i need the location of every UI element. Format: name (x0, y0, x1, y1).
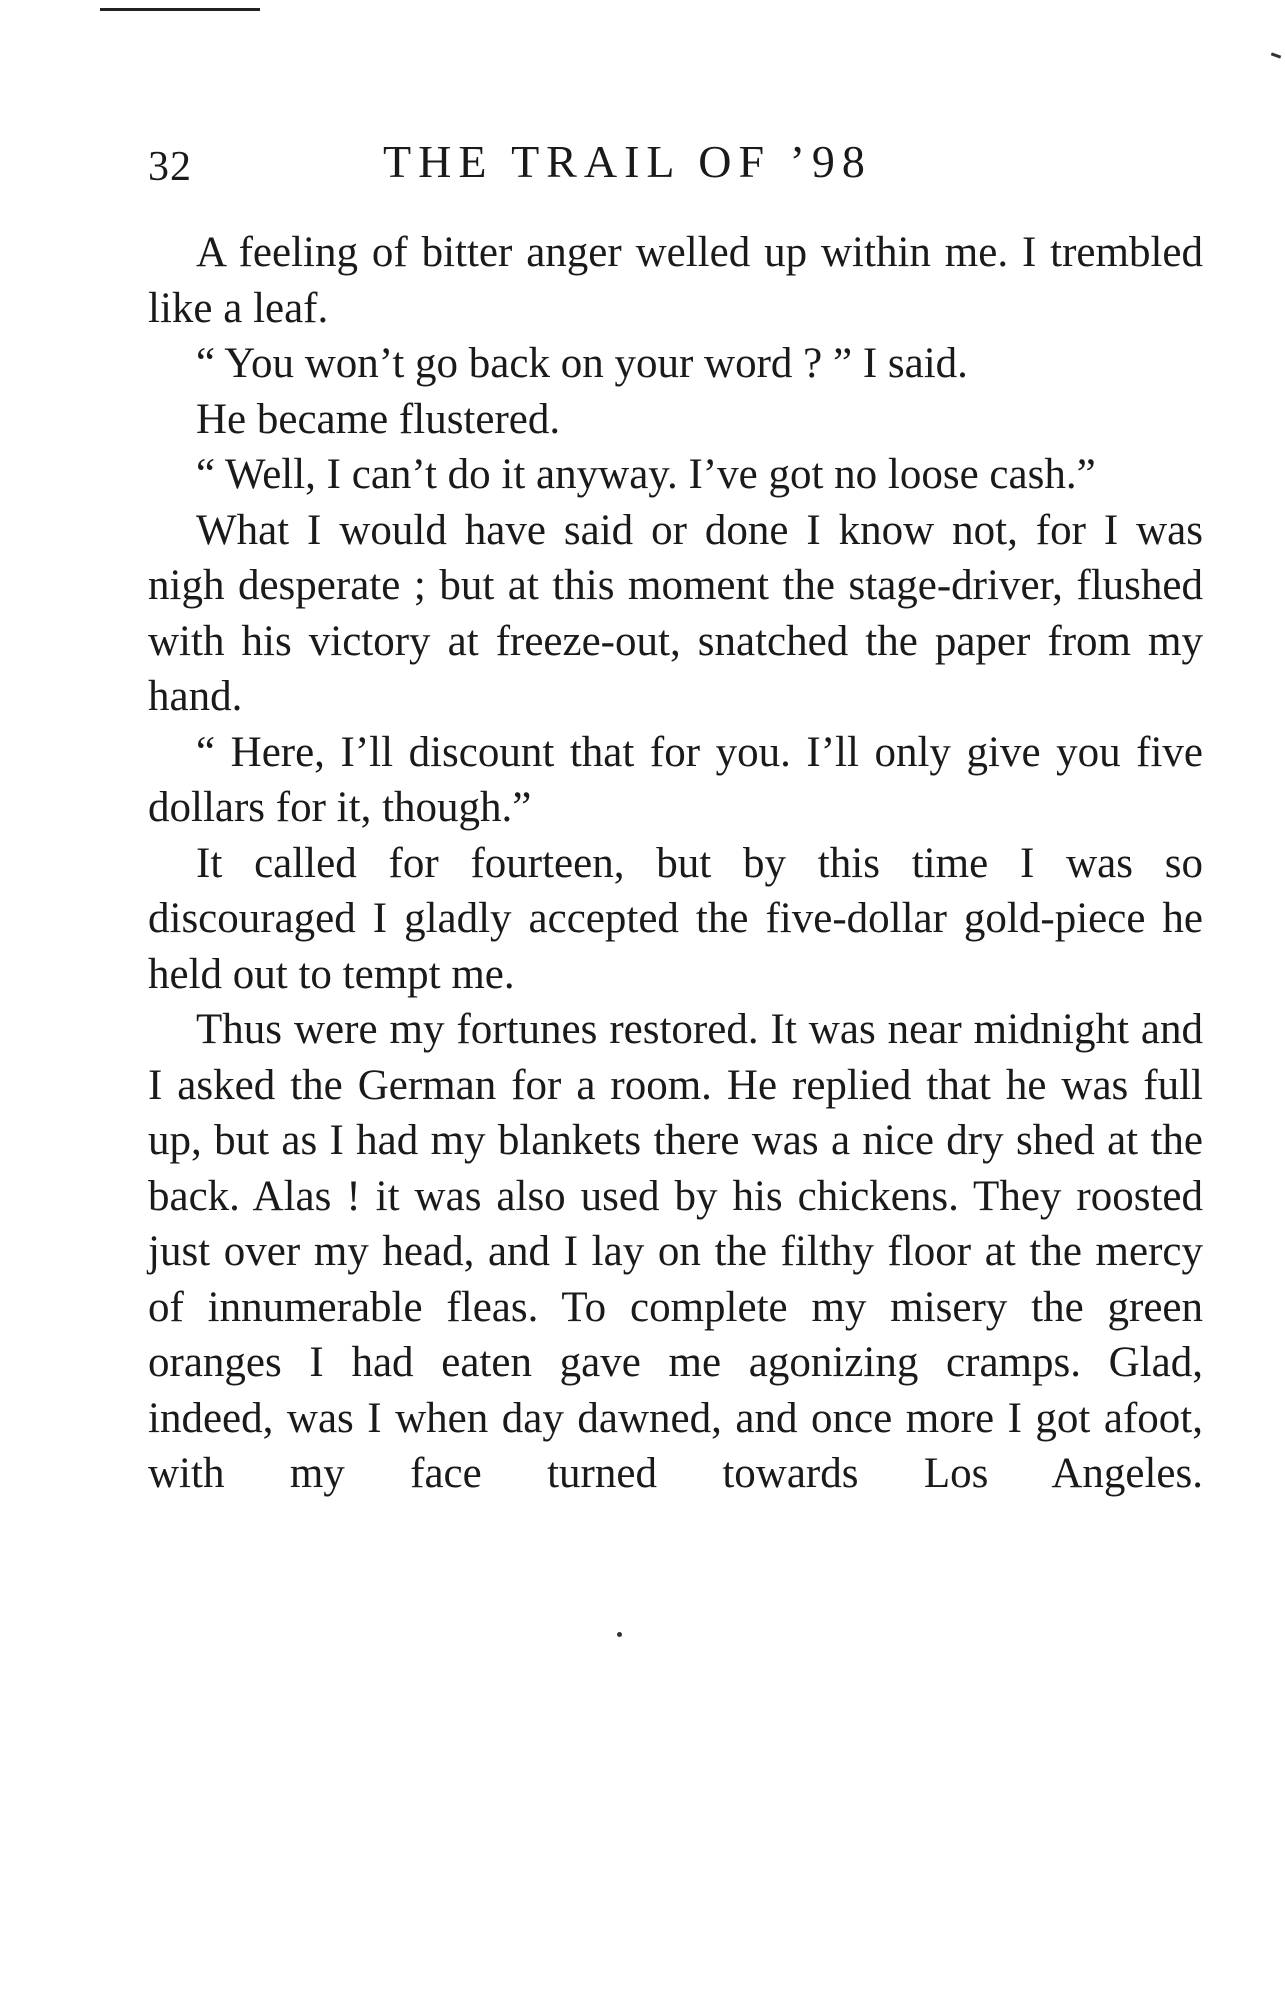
paragraph: What I would have said or done I know not, for I was nigh desperate ; but at this moment the stage-driver, flushed with his victory at freeze-out, snatched the paper from my hand. (148, 506, 1203, 720)
page-number: 32 (148, 144, 192, 190)
paragraph: “ You won’t go back on your word ? ” I said. (196, 340, 968, 387)
corner-mark (1271, 52, 1281, 58)
running-head (148, 135, 1048, 195)
paragraph: “ Well, I can’t do it anyway. I’ve got no loose cash.” (196, 451, 1096, 498)
body-text (148, 225, 1203, 1502)
paragraph: “ Here, I’ll discount that for you. I’ll only give you five dollars for it, though.” (148, 728, 1203, 831)
paragraph: He became flustered. (196, 395, 561, 443)
paragraph: Thus were my fortunes restored. It was near midnight and I asked the German for a room. He replied that he was full up, but as I had my blankets there was a nice dry shed at the back. Alas ! it was also used by his chickens. They roosted just over my head, and I lay on the filthy floor at the mercy of innumerable fleas. To complete my misery the green oranges I had eaten gave me agonizing cramps. Glad, indeed, was I when day dawned, and once more I got afoot, with my face turned towards Los Angeles. (148, 1006, 1203, 1497)
top-rule (100, 8, 260, 11)
stray-mark (617, 1632, 622, 1637)
paragraph: It called for fourteen, but by this time I was so discouraged I gladly accepted the five-dollar gold-piece he held out to tempt me. (148, 839, 1203, 998)
running-title: THE TRAIL OF ’98 (383, 136, 872, 187)
paragraph: A feeling of bitter anger welled up within me. I trembled like a leaf. (148, 229, 1203, 332)
